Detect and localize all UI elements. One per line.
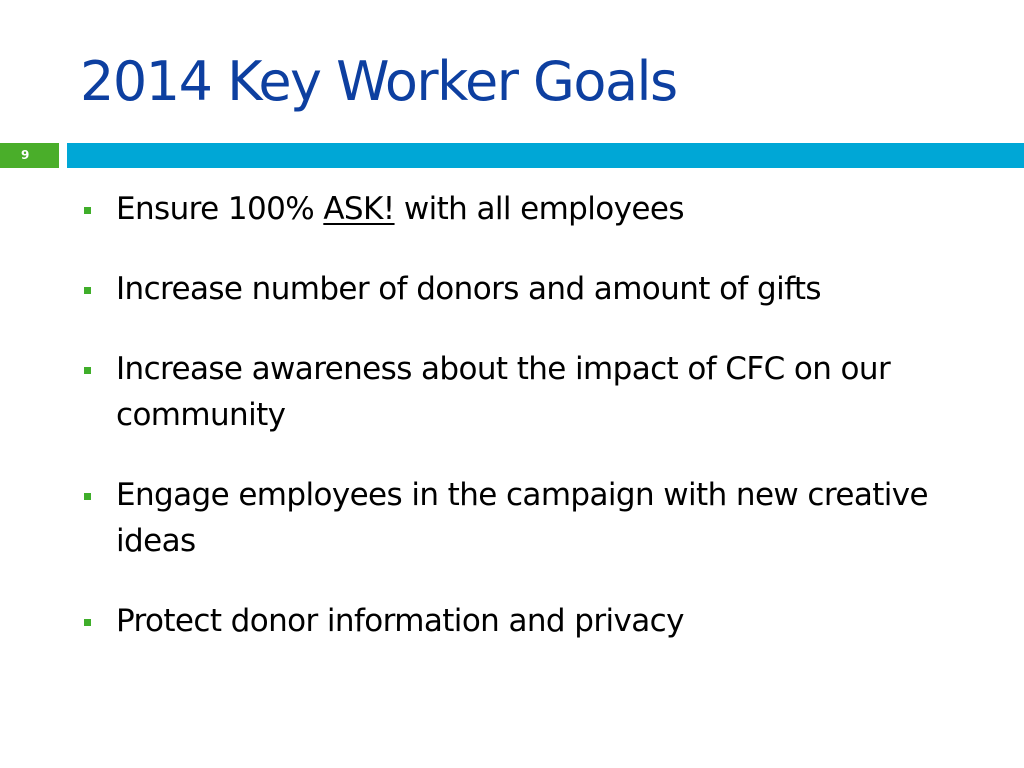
bullet-text: Increase number of donors and amount of gifts [116, 271, 821, 307]
slide-number-box [0, 143, 59, 168]
slide-title: 2014 Key Worker Goals [80, 50, 677, 113]
ask-link[interactable]: ASK! [323, 191, 395, 227]
bullet-text: Protect donor information and privacy [116, 603, 684, 639]
bullet-text: Engage employees in the campaign with new creative ideas [116, 477, 928, 559]
bullet-text: Increase awareness about the impact of CFC on our community [116, 351, 891, 433]
square-bullet-icon [84, 207, 91, 214]
bullet-list [80, 186, 980, 678]
bullet-item [80, 346, 980, 438]
square-bullet-icon [84, 493, 91, 500]
square-bullet-icon [84, 287, 91, 294]
square-bullet-icon [84, 367, 91, 374]
square-bullet-icon [84, 619, 91, 626]
bullet-item [80, 266, 980, 312]
bullet-item [80, 186, 980, 232]
bullet-text-suffix: with all employees [394, 191, 684, 227]
title-rule-bar [67, 143, 1024, 168]
bullet-item [80, 598, 980, 644]
slide-number: 9 [21, 148, 30, 162]
bullet-text-prefix: Ensure 100% [116, 191, 324, 227]
bullet-item [80, 472, 980, 564]
